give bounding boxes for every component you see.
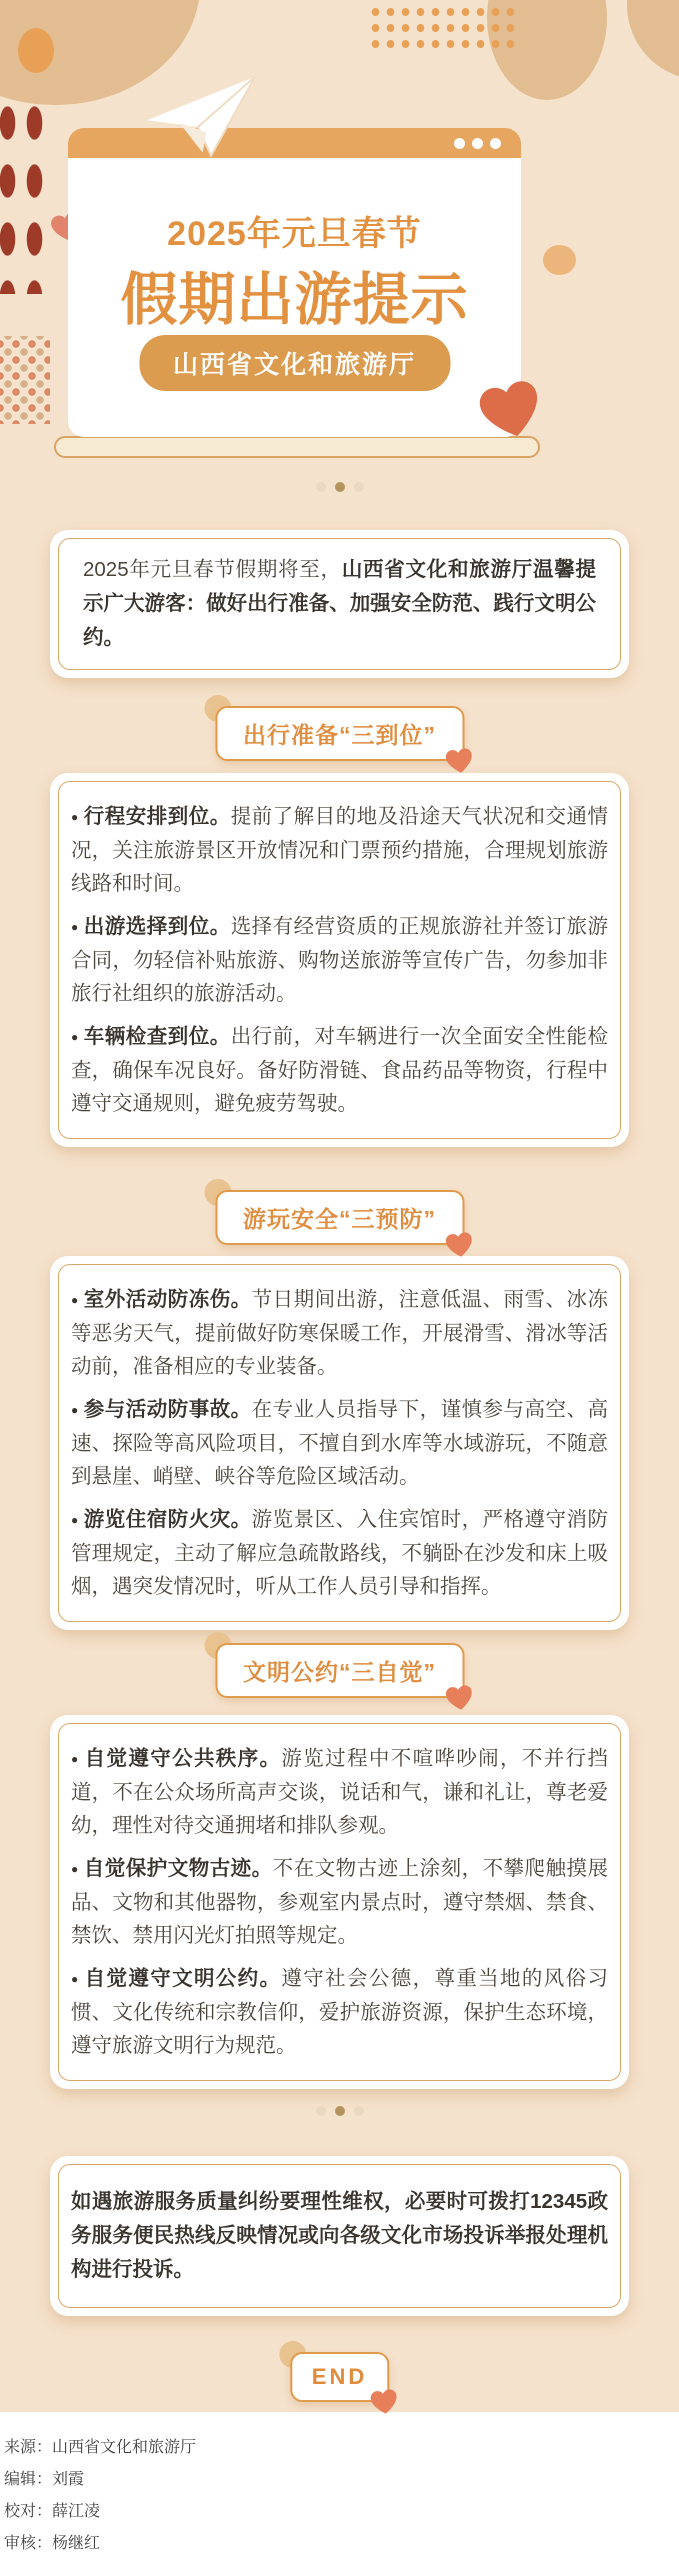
intro-paragraph [83,553,596,655]
orange-circle-decoration [543,245,576,275]
heart-icon [444,1231,473,1258]
bullet-text: 出行前，对车辆进行一次全面安全性能检查，确保车况良好。备好防滑链、食品药品等物资，行程中遵守交通规则，避免疲劳驾驶。 [71,1025,609,1115]
header-subtitle: 2025年元旦春节 [167,215,422,253]
dark-red-dots-decoration [0,94,52,294]
bullet-item [71,800,608,900]
bullet-text: 提前了解目的地及沿途天气状况和交通情况，关注旅游景区开放情况和门票预约措施，合理规划旅游线路和时间。 [71,805,609,895]
bullet-item [71,910,608,1010]
footer-reviewer: 审核：杨继红 [4,2535,101,2552]
window-title-bar [68,128,521,158]
bullet-lead: 室外活动防冻伤。 [83,1288,252,1311]
carousel-dots [0,2106,679,2116]
bullet-lead: 参与活动防事故。 [83,1398,252,1421]
section-badge-civility [215,1643,464,1698]
bullet-text: 游览过程中不喧哗吵闹，不并行挡道，不在公众场所高声交谈，说话和气，谦和礼让，尊老爱幼，理性对待交通拥堵和排队参观。 [71,1747,609,1837]
bullet-item [71,1503,608,1603]
bullet-lead: 车辆检查到位。 [83,1025,231,1048]
page-title: 假期出游提示 [120,268,469,332]
footer-source: 来源：山西省文化和旅游厅 [4,2439,197,2456]
bullet-lead: 自觉遵守文明公约。 [84,1967,282,1990]
section-badge-label: 出行准备“三到位” [215,706,464,761]
bullet-lead: 自觉遵守公共秩序。 [84,1747,282,1770]
bullet-lead: 行程安排到位。 [83,805,231,828]
heart-icon [444,1684,473,1711]
bullet-text: 不在文物古迹上涂刻，不攀爬触摸展品、文物和其他器物，参观室内景点时，遵守禁烟、禁食、禁饮、禁用闪光灯拍照等规定。 [71,1857,609,1947]
footer-credits [0,2412,679,2562]
bullet-lead: 出游选择到位。 [83,915,231,938]
orange-circle-decoration [18,28,54,73]
window-dots-icon [454,138,501,149]
bullet-item [71,1852,608,1952]
bullet-item [71,1020,608,1120]
bullet-text: 遵守社会公德，尊重当地的风俗习惯、文化传统和宗教信仰，爱护旅游资源，保护生态环境，遵守旅游文明行为规范。 [71,1967,609,2057]
footer-proofreader: 校对：薛江凌 [4,2503,101,2520]
section-badge-label: 文明公约“三自觉” [215,1643,464,1698]
header-card [68,128,521,437]
bullet-item [71,1962,608,2062]
bullet-item [71,1742,608,1842]
end-label: END [290,2352,389,2402]
bullet-item [71,1393,608,1493]
section-badge-safety [215,1190,464,1245]
intro-prefix: 2025年元旦春节假期将至， [83,558,342,581]
paper-plane-icon [144,76,271,178]
coral-dots-grid-decoration [0,336,50,424]
heart-icon [444,747,473,774]
bullet-text: 游览景区、入住宾馆时，严格遵守消防管理规定，主动了解应急疏散路线，不躺卧在沙发和床上吸烟，遇突发情况时，听从工作人员引导和指挥。 [71,1508,609,1598]
end-badge [290,2352,389,2402]
footer-editor: 编辑：刘霞 [4,2471,85,2488]
intro-bold: 山西省文化和旅游厅温馨提示广大游客：做好出行准备、加强安全防范、践行文明公约。 [83,558,597,649]
bullet-text: 选择有经营资质的正规旅游社并签订旅游合同，勿轻信补贴旅游、购物送旅游等宣传广告，勿参加非旅行社组织的旅游活动。 [71,915,609,1005]
carousel-dots [0,482,679,492]
bullet-lead: 游览住宿防火灾。 [83,1508,252,1531]
section-card-safety [50,1256,629,1630]
bullet-item [71,1283,608,1383]
heart-icon [370,2388,399,2415]
section-badge-preparation [215,706,464,761]
tan-blob-decoration [627,0,679,80]
orange-dots-grid-decoration [368,4,516,54]
section-badge-label: 游玩安全“三预防” [215,1190,464,1245]
intro-box [50,530,629,678]
organization-badge: 山西省文化和旅游厅 [139,335,450,391]
bullet-text: 节日期间出游，注意低温、雨雪、冰冻等恶劣天气，提前做好防寒保暖工作，开展滑雪、滑冰等活动前，准备相应的专业装备。 [71,1288,609,1378]
complaint-text: 如遇旅游服务质量纠纷要理性维权，必要时可拨打12345政务服务便民热线反映情况或向各级文化市场投诉举报处理机构进行投诉。 [71,2190,608,2281]
bullet-lead: 自觉保护文物古迹。 [83,1857,273,1880]
section-card-civility [50,1715,629,2089]
bullet-text: 在专业人员指导下，谨慎参与高空、高速、探险等高风险项目，不擅自到水库等水域游玩，不随意到悬崖、峭壁、峡谷等危险区域活动。 [71,1398,609,1488]
complaint-info-box [50,2156,629,2316]
section-card-preparation [50,773,629,1147]
card-base-bar [54,436,540,458]
